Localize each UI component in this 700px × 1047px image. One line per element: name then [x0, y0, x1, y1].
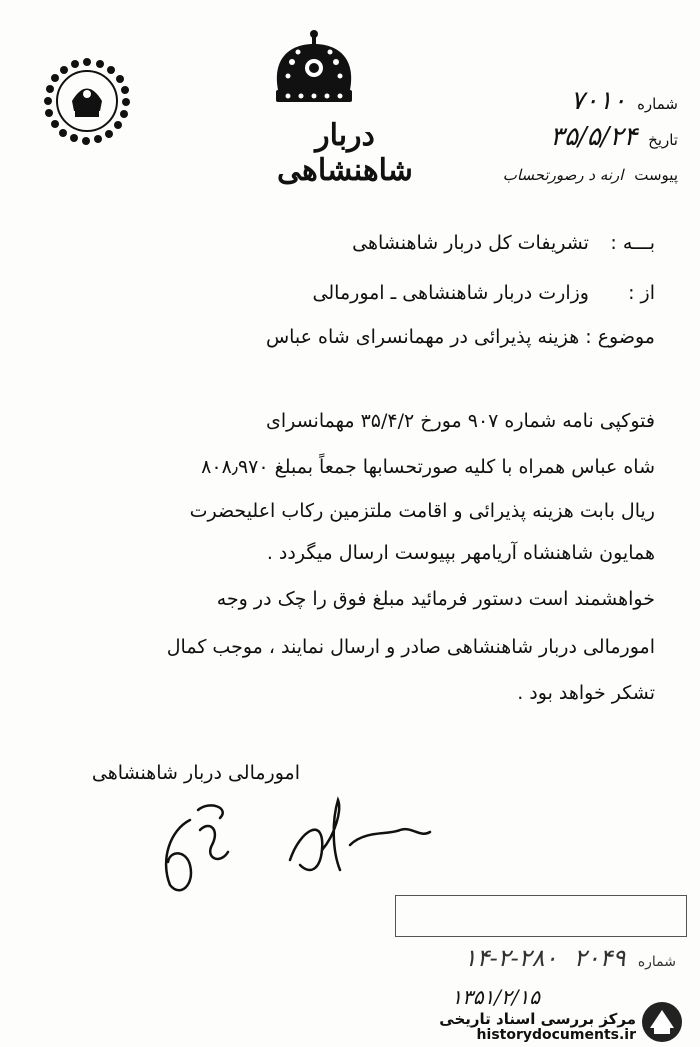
- attachment-label: پیوست: [634, 166, 678, 184]
- stamp-row: [464, 944, 676, 972]
- subject-row: [35, 326, 655, 348]
- number-value: ۷۰۱۰: [570, 86, 627, 116]
- handwritten-signature: [150, 790, 440, 900]
- from-row: [35, 282, 655, 304]
- archive-logo-icon: [640, 1000, 684, 1044]
- to-row: [35, 232, 655, 254]
- attachment-value: ارنه د رصورتحساب: [502, 166, 624, 184]
- date-value: ۳۵/۵/۲۴: [550, 122, 638, 152]
- body-line-5: خواهشمند است دستور فرمائید مبلغ فوق را چک در وجه: [216, 588, 655, 610]
- body-line-2: شاه عباس همراه با کلیه صورتحسابها جمعاً بمبلغ ۸۰۸٫۹۷۰: [201, 456, 655, 478]
- stamp-number: ۲۰۴۹: [573, 944, 626, 972]
- body-line-1: فتوکپی نامه شماره ۹۰۷ مورخ ۳۵/۴/۲ مهمانسرای: [265, 410, 655, 432]
- attachment-row: [503, 166, 678, 184]
- from-value: وزارت دربار شاهنشاهی ـ امورمالی: [312, 282, 589, 304]
- date-row: [550, 122, 678, 152]
- watermark-org: مرکز بررسی اسناد تاریخی: [439, 1010, 636, 1028]
- stamp-label: شماره: [637, 954, 676, 970]
- stamp-date-2: ۱۳۵۱/۲/۱۵: [451, 985, 540, 1009]
- from-label: از :: [628, 282, 655, 304]
- subject-value: هزینه پذیرائی در مهمانسرای شاه عباس: [265, 326, 580, 348]
- registration-stamp-box: [395, 895, 687, 937]
- to-label: بـــه :: [610, 232, 655, 254]
- stamp-date: ۲۸۰-۲-۱۴: [463, 944, 558, 972]
- body-line-3: ریال بابت هزینه پذیرائی و اقامت ملتزمین رکاب اعلیحضرت: [189, 500, 655, 522]
- number-row: [570, 86, 678, 116]
- number-label: شماره: [637, 95, 678, 113]
- body-line-4: همایون شاهنشاه آریامهر بپیوست ارسال میگردد .: [266, 542, 655, 564]
- body-line-7: تشکر خواهد بود .: [517, 682, 655, 704]
- to-value: تشریفات کل دربار شاهنشاهی: [352, 232, 589, 254]
- watermark-url: historydocuments.ir: [476, 1027, 636, 1043]
- subject-label: موضوع :: [585, 326, 655, 348]
- crown-icon: [268, 28, 360, 106]
- letterhead-title: دربار شاهنشاهی: [277, 118, 413, 188]
- royal-seal-icon: [42, 56, 132, 146]
- body-line-6: امورمالی دربار شاهنشاهی صادر و ارسال نمایند ، موجب کمال: [166, 636, 655, 658]
- date-label: تاریخ: [648, 131, 678, 149]
- signoff-org: امورمالی دربار شاهنشاهی: [91, 762, 300, 784]
